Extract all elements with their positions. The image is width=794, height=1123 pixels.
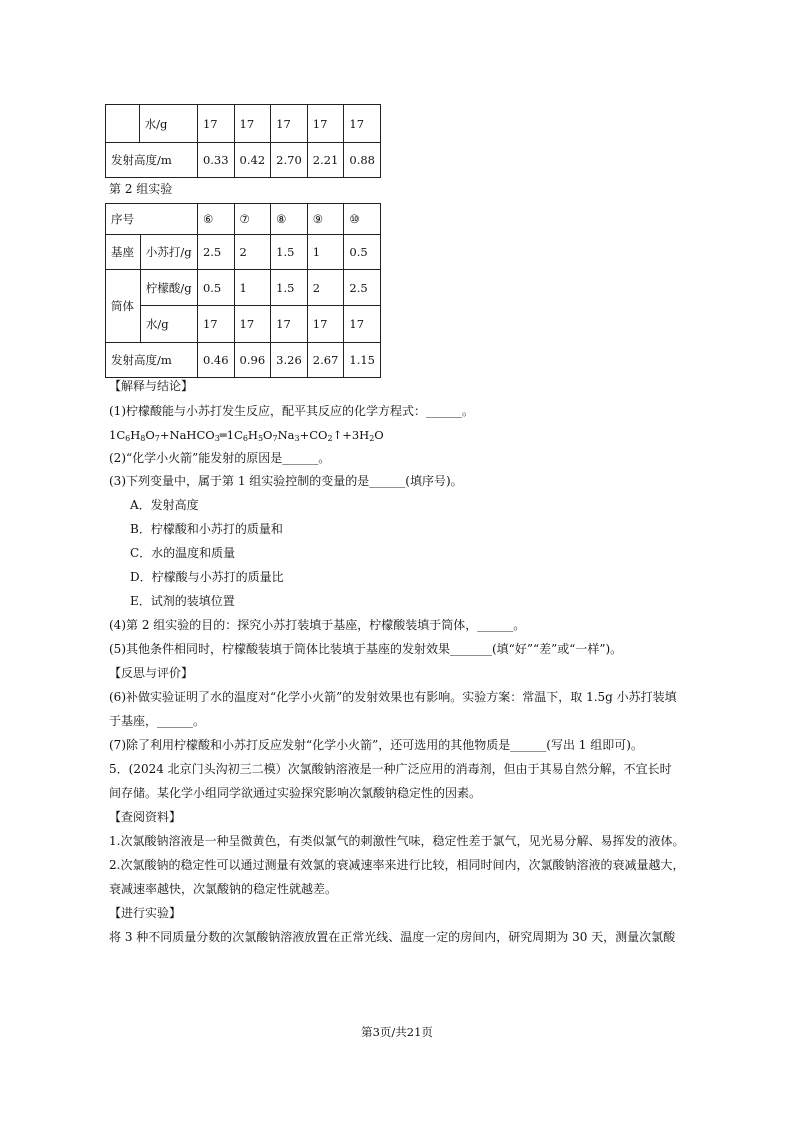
table-cell: 0.5 [197, 270, 234, 306]
table-cell: 17 [197, 306, 234, 343]
table-cell: 17 [234, 306, 271, 343]
row-label-seq: 序号 [106, 204, 198, 235]
group1-table-continued [105, 104, 381, 178]
eq-sub: 6 [125, 434, 131, 443]
table-cell: 17 [271, 105, 308, 143]
table-cell: 2.21 [307, 143, 344, 178]
question-1: (1)柠檬酸能与小苏打发生反应，配平其反应的化学方程式：______。 [109, 404, 475, 418]
question-6-line-1: (6)补做实验证明了水的温度对“化学小火箭”的发射效果也有影响。实验方案：常温下，取 1.5g 小苏打装填 [109, 690, 677, 704]
row-label-tube: 筒体 [106, 270, 141, 343]
table-cell: 0.42 [234, 143, 271, 178]
eq-part: ═1C [219, 428, 243, 442]
table-cell: ⑨ [307, 204, 344, 235]
question-2: (2)“化学小火箭”能发射的原因是______。 [109, 451, 331, 465]
table-cell: ⑥ [197, 204, 234, 235]
experiment-line-1: 将 3 种不同质量分数的次氯酸钠溶液放置在正常光线、温度一定的房间内，研究周期为 30 天，测量次氯酸 [109, 930, 676, 944]
question-6-line-2: 于基座，______。 [109, 714, 206, 728]
row-label-height: 发射高度/m [106, 143, 198, 178]
question-3: (3)下列变量中，属于第 1 组实验控制的变量的是______(填序号)。 [109, 474, 463, 488]
problem-5-line-1: 5．(2024 北京门头沟初三二模）次氯酸钠溶液是一种广泛应用的消毒剂，但由于其易自然分解，不宜长时 [109, 762, 672, 776]
question-7: (7)除了利用柠檬酸和小苏打反应发射“化学小火箭”，还可选用的其他物质是______(写出 1 组即可)。 [109, 738, 643, 752]
question-4: (4)第 2 组实验的目的：探究小苏打装填于基座，柠檬酸装填于筒体，______。 [109, 618, 526, 632]
row-label-base: 基座 [106, 235, 141, 270]
table-cell: 0.46 [197, 343, 234, 378]
reference-1: 1.次氯酸钠溶液是一种呈微黄色，有类似氯气的刺激性气味，稳定性差于氯气，见光易分解、易挥发的液体。 [109, 834, 685, 848]
eq-sub: 7 [154, 434, 160, 443]
reference-2-line-2: 衰减速率越快，次氯酸钠的稳定性就越差。 [109, 882, 338, 896]
section-heading-reference: 【查阅资料】 [109, 810, 182, 824]
row-label-soda: 小苏打/g [140, 235, 197, 270]
table-cell: 2.70 [271, 143, 308, 178]
option-a: A．发射高度 [130, 498, 199, 512]
table-cell: 2.5 [197, 235, 234, 270]
table-cell: ⑦ [234, 204, 271, 235]
table-cell: 17 [307, 306, 344, 343]
table-cell: 1.5 [271, 270, 308, 306]
table-cell: ⑩ [344, 204, 381, 235]
eq-sub: 3 [294, 434, 300, 443]
table-cell: ⑧ [271, 204, 308, 235]
group2-caption: 第 2 组实验 [109, 182, 173, 196]
problem-5-line-2: 间存储。某化学小组同学欲通过实验探究影响次氯酸钠稳定性的因素。 [109, 786, 482, 800]
eq-part: +NaHCO [159, 428, 215, 442]
row-label-height: 发射高度/m [106, 343, 198, 378]
eq-sub: 8 [140, 434, 146, 443]
reference-2-line-1: 2.次氯酸钠的稳定性可以通过测量有效氯的衰减速率来进行比较，相同时间内，次氯酸钠溶液的衰减量越大， [109, 858, 685, 872]
eq-part: ↑+3H [332, 428, 370, 442]
option-d: D．柠檬酸与小苏打的质量比 [130, 570, 284, 584]
eq-part: O [145, 428, 155, 442]
table-cell: 17 [307, 105, 344, 143]
row-label-water: 水/g [140, 306, 197, 343]
eq-sub: 3 [214, 434, 220, 443]
section-heading-experiment: 【进行实验】 [109, 906, 182, 920]
eq-sub: 5 [257, 434, 264, 443]
table-cell: 2 [307, 270, 344, 306]
option-e: E．试剂的装填位置 [130, 594, 235, 608]
table-cell: 17 [344, 306, 381, 343]
table-cell: 1 [307, 235, 344, 270]
eq-part: O [374, 428, 384, 442]
option-b: B．柠檬酸和小苏打的质量和 [130, 522, 283, 536]
question-5: (5)其他条件相同时，柠檬酸装填于筒体比装填于基座的发射效果_______(填“好”“差”或“一样”)。 [109, 642, 623, 656]
option-c: C．水的温度和质量 [130, 546, 236, 560]
eq-part: 1C [109, 428, 126, 442]
table-cell: 17 [234, 105, 271, 143]
table-cell: 0.33 [197, 143, 234, 178]
eq-sub: 7 [272, 434, 278, 443]
table-cell: 0.88 [344, 143, 381, 178]
table-cell: 0.5 [344, 235, 381, 270]
eq-sub: 2 [327, 434, 333, 443]
table-cell: 2 [234, 235, 271, 270]
table-cell-empty [106, 105, 140, 143]
row-label-water: 水/g [139, 105, 197, 143]
eq-sub: 2 [369, 434, 375, 443]
section-heading-explain: 【解释与结论】 [109, 379, 194, 393]
eq-part: +CO [299, 428, 328, 442]
group2-table [105, 203, 381, 378]
table-cell: 17 [344, 105, 381, 143]
table-cell: 1.5 [271, 235, 308, 270]
table-cell: 0.96 [234, 343, 271, 378]
page-footer: 第3页/共21页 [361, 1025, 433, 1039]
eq-part: H [247, 428, 258, 442]
section-heading-reflect: 【反思与评价】 [109, 666, 194, 680]
chemical-equation [109, 426, 384, 444]
eq-sub: 6 [242, 434, 248, 443]
eq-part: O [263, 428, 273, 442]
table-cell: 17 [271, 306, 308, 343]
eq-part: Na [277, 428, 295, 442]
table-cell: 1.15 [344, 343, 381, 378]
table-cell: 3.26 [271, 343, 308, 378]
table-cell: 2.5 [344, 270, 381, 306]
table-cell: 17 [197, 105, 234, 143]
row-label-citric: 柠檬酸/g [140, 270, 197, 306]
table-cell: 2.67 [307, 343, 344, 378]
table-cell: 1 [234, 270, 271, 306]
eq-part: H [130, 428, 141, 442]
